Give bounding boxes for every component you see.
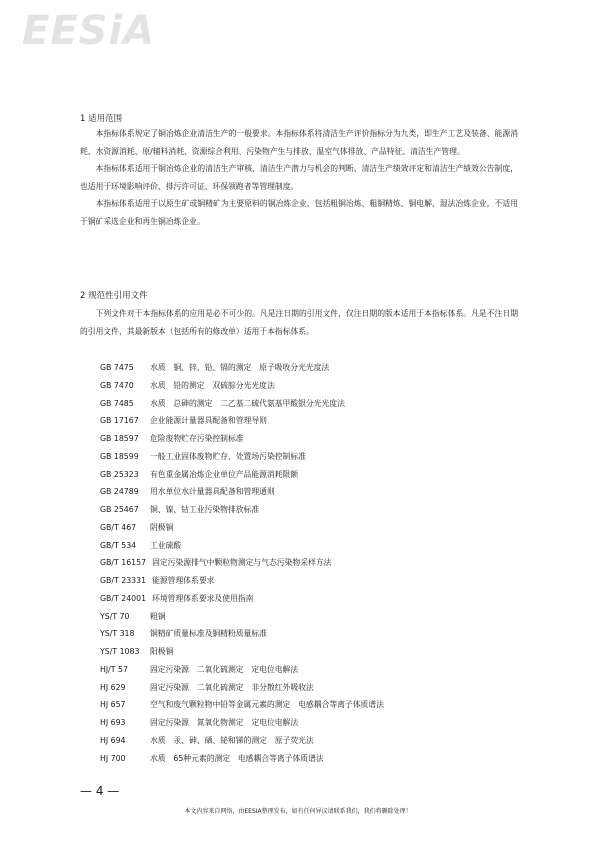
reference-title: 能源管理体系要求 xyxy=(152,576,215,585)
reference-title: 一般工业固体废物贮存、处置场污染控制标准 xyxy=(150,451,306,461)
reference-code: GB 25323 xyxy=(100,469,139,479)
reference-code: HJ 694 xyxy=(100,735,126,745)
reference-item xyxy=(100,466,384,484)
reference-item xyxy=(100,750,384,768)
reference-item xyxy=(100,608,384,626)
reference-code: GB 7485 xyxy=(100,398,134,408)
reference-item xyxy=(100,554,384,572)
reference-title: 阴极铜 xyxy=(150,522,174,532)
reference-title: 水质 铅的测定 双硫腙分光光度法 xyxy=(150,380,275,390)
reference-code: GB 25467 xyxy=(100,505,139,514)
reference-title: 空气和废气颗粒物中铅等金属元素的测定 电感耦合等离子体质谱法 xyxy=(150,700,384,710)
reference-title: 固定污染源 二氧化硫测定 非分散红外吸收法 xyxy=(150,682,314,692)
reference-title: 有色重金属冶炼企业单位产品能源消耗限额 xyxy=(150,469,299,479)
section-1-body xyxy=(80,125,518,230)
reference-item xyxy=(100,519,384,537)
reference-code: YS/T 318 xyxy=(100,629,135,639)
reference-code: YS/T 70 xyxy=(100,611,130,621)
reference-item xyxy=(100,412,384,430)
reference-title: 用水单位水计量器具配备和管理通则 xyxy=(150,487,275,497)
reference-code: HJ 629 xyxy=(100,682,126,692)
reference-item xyxy=(100,643,384,661)
reference-code: GB/T 467 xyxy=(100,522,137,532)
reference-title: 固定污染源排气中颗粒物测定与气态污染物采样方法 xyxy=(152,558,332,568)
reference-title: 阳极铜 xyxy=(150,647,174,656)
reference-item xyxy=(100,732,384,750)
reference-code: GB 17167 xyxy=(100,416,139,426)
reference-title: 水质 汞、砷、硒、铋和锑的测定 原子荧光法 xyxy=(150,735,314,745)
reference-item xyxy=(100,625,384,643)
eesia-logo: EESiA xyxy=(22,8,156,54)
reference-code: YS/T 1083 xyxy=(100,647,140,656)
section-2-paragraph-1: 下列文件对于本指标体系的应用是必不可少的。凡是注日期的引用文件，仅注日期的版本适用于本指标体系。凡是不注日期的引用文件，其最新版本（包括所有的修改单）适用于本指标体系。 xyxy=(80,309,518,336)
reference-item xyxy=(100,430,384,448)
reference-title: 危险废物贮存污染控制标准 xyxy=(150,434,244,443)
reference-item xyxy=(100,537,384,555)
section-1-title: 1 适用范围 xyxy=(80,114,123,124)
section-1-paragraph-2: 本指标体系适用于铜冶炼企业的清洁生产审核、清洁生产潜力与机会的判断、清洁生产绩效评定和清洁生产绩效公告制度，也适用于环境影响评价、排污许可证、环保领跑者等管理制度。 xyxy=(80,164,518,191)
reference-item xyxy=(100,714,384,732)
reference-title: 固定污染源 氮氧化物测定 定电位电解法 xyxy=(150,718,299,727)
section-2-title: 2 规范性引用文件 xyxy=(80,291,148,301)
reference-code: GB/T 23331 xyxy=(100,576,147,585)
footer-notice: 本文内容来自网络，由EESIA整理发布，如有任何异议请联系我们，我们将删除处理！ xyxy=(184,808,412,815)
reference-title: 固定污染源 二氧化硫测定 定电位电解法 xyxy=(150,664,299,674)
reference-code: GB 18599 xyxy=(100,451,139,461)
reference-item xyxy=(100,395,384,413)
reference-code: GB 24789 xyxy=(100,487,139,497)
reference-title: 环境管理体系要求及使用指南 xyxy=(152,593,254,603)
reference-title: 企业能源计量器具配备和管理导则 xyxy=(150,416,267,426)
reference-code: GB 7470 xyxy=(100,380,134,390)
reference-item xyxy=(100,590,384,608)
section-1-paragraph-1: 本指标体系规定了铜冶炼企业清洁生产的一般要求。本指标体系将清洁生产评价指标分为九类，即生产工艺及装备、能源消耗、水资源消耗、原/辅料消耗、资源综合利用、污染物产生与排放、温室气体排放、产品特征、清洁生产管理。 xyxy=(80,129,518,156)
reference-item xyxy=(100,501,384,519)
reference-item xyxy=(100,448,384,466)
reference-title: 水质 65种元素的测定 电感耦合等离子体质谱法 xyxy=(150,753,324,763)
reference-item xyxy=(100,661,384,679)
reference-code: GB/T 24001 xyxy=(100,593,147,603)
reference-code: HJ 693 xyxy=(100,718,126,727)
reference-title: 水质 铜、锌、铅、镉的测定 原子吸收分光光度法 xyxy=(150,363,330,372)
reference-code: GB 18597 xyxy=(100,434,139,443)
reference-item xyxy=(100,483,384,501)
reference-code: GB/T 16157 xyxy=(100,558,147,568)
reference-code: HJ/T 57 xyxy=(100,664,128,674)
reference-code: HJ 657 xyxy=(100,700,126,710)
reference-title: 铜、镍、钴工业污染物排放标准 xyxy=(150,505,260,514)
section-1-paragraph-3: 本指标体系适用于以原生矿或铜精矿为主要原料的铜冶炼企业，包括粗铜冶炼、粗铜精炼、铜电解、湿法冶炼企业，不适用于铜矿采选企业和再生铜冶炼企业。 xyxy=(80,199,518,226)
reference-title: 水质 总砷的测定 二乙基二硫代氨基甲酸银分光光度法 xyxy=(150,398,345,408)
page-number: — 4 — xyxy=(80,784,120,798)
reference-item xyxy=(100,359,384,377)
reference-title: 铜精矿质量标准及铜精粉质量标准 xyxy=(150,629,267,639)
reference-code: GB/T 534 xyxy=(100,540,137,550)
reference-title: 工业硫酸 xyxy=(150,540,182,550)
reference-item xyxy=(100,377,384,395)
reference-code: GB 7475 xyxy=(100,363,134,372)
reference-code: HJ 700 xyxy=(100,753,126,763)
reference-item xyxy=(100,679,384,697)
section-2-body xyxy=(80,305,518,340)
reference-list xyxy=(100,359,384,767)
reference-title: 粗铜 xyxy=(150,611,166,621)
reference-item xyxy=(100,696,384,714)
reference-item xyxy=(100,572,384,590)
